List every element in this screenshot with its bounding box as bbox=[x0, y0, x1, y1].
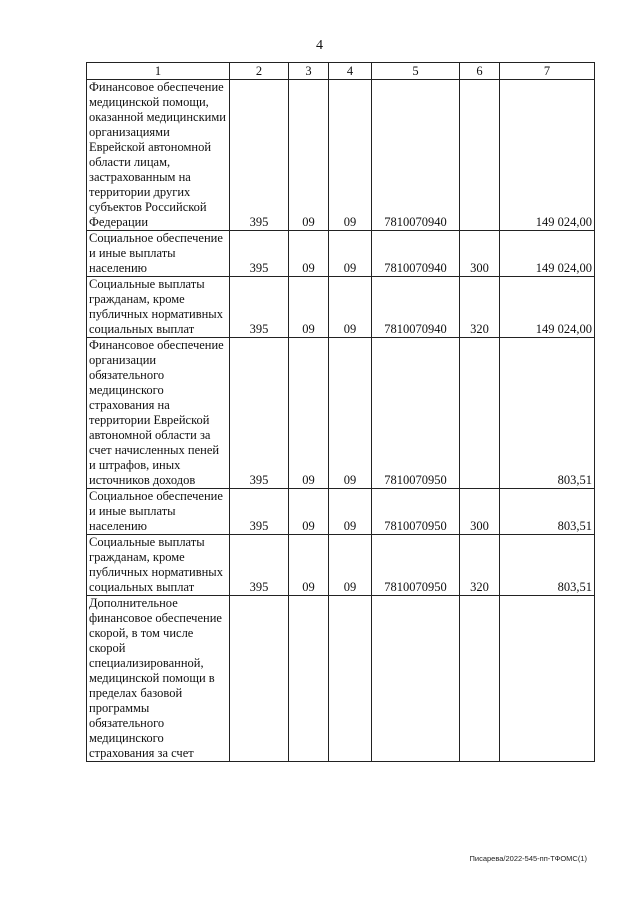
cell-col6 bbox=[460, 596, 500, 762]
cell-col3: 09 bbox=[289, 338, 329, 489]
cell-amount: 803,51 bbox=[500, 489, 595, 535]
table-row bbox=[87, 231, 595, 277]
cell-col2: 395 bbox=[230, 338, 289, 489]
column-header-5: 5 bbox=[372, 63, 460, 80]
cell-col6: 300 bbox=[460, 231, 500, 277]
column-header-1: 1 bbox=[87, 63, 230, 80]
cell-col5: 7810070940 bbox=[372, 80, 460, 231]
column-header-6: 6 bbox=[460, 63, 500, 80]
cell-col3: 09 bbox=[289, 231, 329, 277]
cell-amount bbox=[500, 596, 595, 762]
cell-col4: 09 bbox=[329, 277, 372, 338]
cell-col5: 7810070950 bbox=[372, 338, 460, 489]
cell-col6: 300 bbox=[460, 489, 500, 535]
cell-amount: 149 024,00 bbox=[500, 80, 595, 231]
table-row bbox=[87, 80, 595, 231]
cell-col4: 09 bbox=[329, 338, 372, 489]
cell-col2: 395 bbox=[230, 277, 289, 338]
row-name: Социальное обеспечение и иные выплаты населению bbox=[87, 231, 230, 277]
cell-col4 bbox=[329, 596, 372, 762]
row-name: Финансовое обеспечение медицинской помощи, оказанной медицинскими организациями Еврейской автономной области лицам, застрахованным на территории других субъектов Российской Федерации bbox=[87, 80, 230, 231]
table-row bbox=[87, 535, 595, 596]
cell-amount: 803,51 bbox=[500, 535, 595, 596]
column-header-4: 4 bbox=[329, 63, 372, 80]
cell-col3: 09 bbox=[289, 489, 329, 535]
row-name: Финансовое обеспечение организации обязательного медицинского страхования на территории Еврейской автономной области за счет начисленных пеней и штрафов, иных источников доходов bbox=[87, 338, 230, 489]
cell-col4: 09 bbox=[329, 489, 372, 535]
row-name: Социальное обеспечение и иные выплаты населению bbox=[87, 489, 230, 535]
cell-col6: 320 bbox=[460, 277, 500, 338]
row-name: Социальные выплаты гражданам, кроме публичных нормативных социальных выплат bbox=[87, 535, 230, 596]
cell-col4: 09 bbox=[329, 80, 372, 231]
cell-amount: 149 024,00 bbox=[500, 277, 595, 338]
row-name: Социальные выплаты гражданам, кроме публичных нормативных социальных выплат bbox=[87, 277, 230, 338]
cell-col3: 09 bbox=[289, 535, 329, 596]
cell-col5: 7810070940 bbox=[372, 277, 460, 338]
cell-col6: 320 bbox=[460, 535, 500, 596]
cell-col6 bbox=[460, 338, 500, 489]
cell-col5 bbox=[372, 596, 460, 762]
cell-amount: 803,51 bbox=[500, 338, 595, 489]
table-row bbox=[87, 338, 595, 489]
column-header-7: 7 bbox=[500, 63, 595, 80]
table-row bbox=[87, 277, 595, 338]
column-header-2: 2 bbox=[230, 63, 289, 80]
cell-col3: 09 bbox=[289, 80, 329, 231]
column-header-3: 3 bbox=[289, 63, 329, 80]
cell-col5: 7810070940 bbox=[372, 231, 460, 277]
cell-amount: 149 024,00 bbox=[500, 231, 595, 277]
document-reference: Писарева/2022-545-пп-ТФОМС(1) bbox=[469, 854, 587, 863]
cell-col6 bbox=[460, 80, 500, 231]
cell-col2: 395 bbox=[230, 231, 289, 277]
table-row bbox=[87, 596, 595, 762]
cell-col2 bbox=[230, 596, 289, 762]
page-number: 4 bbox=[316, 38, 323, 53]
cell-col2: 395 bbox=[230, 489, 289, 535]
cell-col2: 395 bbox=[230, 535, 289, 596]
table-row bbox=[87, 489, 595, 535]
cell-col3 bbox=[289, 596, 329, 762]
row-name: Дополнительное финансовое обеспечение скорой, в том числе скорой специализированной, медицинской помощи в пределах базовой программы обязательного медицинского страхования за счет bbox=[87, 596, 230, 762]
cell-col4: 09 bbox=[329, 231, 372, 277]
table-header-row bbox=[87, 63, 595, 80]
cell-col2: 395 bbox=[230, 80, 289, 231]
cell-col5: 7810070950 bbox=[372, 489, 460, 535]
cell-col5: 7810070950 bbox=[372, 535, 460, 596]
budget-table bbox=[86, 62, 595, 762]
cell-col3: 09 bbox=[289, 277, 329, 338]
cell-col4: 09 bbox=[329, 535, 372, 596]
